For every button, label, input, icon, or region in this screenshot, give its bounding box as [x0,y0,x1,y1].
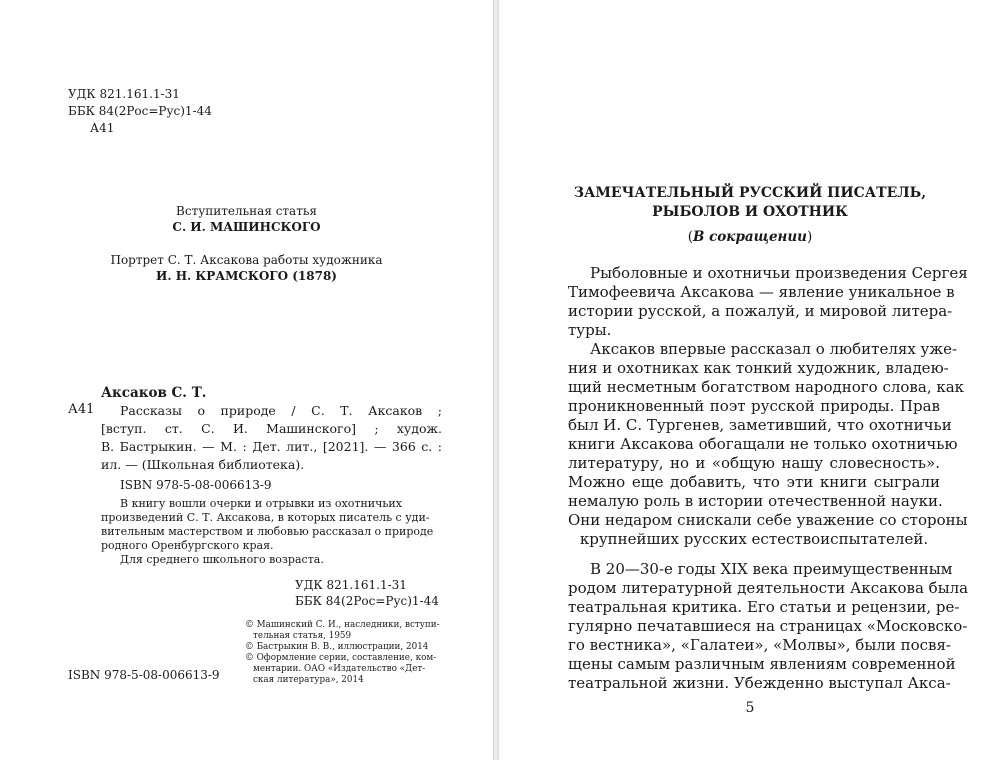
body-line: книги Аксакова обогащали не только охотничью [568,435,958,453]
chapter-title-line2: РЫБОЛОВ И ОХОТНИК [652,204,848,220]
card-line: В. Бастрыкин. — М. : Дет. лит., [2021]. — 366 с. : [101,439,442,454]
body-line: ния и охотниках как тонкий художник, владею- [568,359,949,377]
card-udk: УДК 821.161.1-31 [295,578,407,592]
body-line: крупнейших русских естествоиспытателей. [579,530,929,548]
classification-udk: УДК 821.161.1-31 [68,87,180,101]
classification-bbk: ББК 84(2Рос=Рус)1-44 [68,104,212,118]
card-line: ил. — (Школьная библиотека). [101,457,305,472]
body-line: литературу, но и «общую нашу словесность». [568,454,940,472]
body-line: Тимофеевича Аксакова — явление уникальное в [568,283,955,301]
body-line: истории русской, а пожалуй, и мировой литера- [568,302,953,320]
annotation-line: В книгу вошли очерки и отрывки из охотничьих [120,497,402,510]
card-bbk: ББК 84(2Рос=Рус)1-44 [295,594,439,608]
author-mark: А41 [90,121,115,135]
subtitle-paren-open: ( [687,229,693,245]
copyright-line: © Бастрыкин В. В., иллюстрации, 2014 [245,642,429,652]
annotation-line: родного Оренбургского края. [101,539,274,552]
body-line: театральной жизни. Убежденно выступал Акса- [568,674,951,692]
copyright-line: ментарии. ОАО «Издательство «Дет- [253,664,426,674]
body-line: был И. С. Тургенев, заметивший, что охотничьи [568,416,952,434]
portrait-artist: И. Н. КРАМСКОГО (1878) [156,269,337,283]
annotation-line: Для среднего школьного возраста. [120,553,324,566]
body-line: гулярно печатавшиеся на страницах «Московско- [568,617,968,635]
copyright-line: © Машинский С. И., наследники, вступи- [245,620,440,630]
annotation-line: вительным мастерством и любовью рассказал о природе [101,525,434,538]
card-isbn: ISBN 978-5-08-006613-9 [120,478,272,492]
card-line: Рассказы о природе / С. Т. Аксаков ; [120,403,442,418]
page-number: 5 [745,700,755,716]
body-line: Аксаков впервые рассказал о любителях уже- [590,340,958,358]
body-line: щены самым различным явлениям современной [568,655,956,673]
body-line: Они недаром снискали себе уважение со стороны [568,511,968,529]
body-line: Можно еще добавить, что эти книги сыграли [568,473,940,491]
annotation-line: произведений С. Т. Аксакова, в которых писатель с уди- [101,511,430,524]
card-line: [вступ. ст. С. И. Машинского] ; худож. [101,421,442,436]
card-author-heading: Аксаков С. Т. [101,385,207,401]
body-line: родом литературной деятельности Аксакова была [568,579,969,597]
body-line: Рыболовные и охотничьи произведения Сергея [590,264,968,282]
isbn-bottom: ISBN 978-5-08-006613-9 [68,668,220,682]
body-line: го вестника», «Галатеи», «Молвы», были посвя- [568,636,951,654]
intro-label: Вступительная статья [176,204,317,218]
body-line: театральная критика. Его статьи и рецензии, ре- [568,598,960,616]
chapter-subtitle [499,229,1001,245]
subtitle-text: В сокращении [692,229,808,245]
left-page [0,0,493,760]
right-page [499,0,1001,760]
copyright-line: ская литература», 2014 [253,675,364,685]
copyright-line: тельная статья, 1959 [253,631,352,641]
body-line: В 20—30-е годы XIX века преимущественным [590,560,953,578]
body-line: немалую роль в истории отечественной науки. [568,492,943,510]
chapter-title-line1: ЗАМЕЧАТЕЛЬНЫЙ РУССКИЙ ПИСАТЕЛЬ, [573,185,927,201]
copyright-line: © Оформление серии, составление, ком- [245,653,437,663]
body-line: проникновенный поэт русской природы. Прав [568,397,940,415]
card-mark: А41 [68,402,95,417]
intro-author: С. И. МАШИНСКОГО [172,220,321,234]
body-line: щий несметным богатством народного слова, как [568,378,965,396]
portrait-label: Портрет С. Т. Аксакова работы художника [110,253,383,267]
body-line: туры. [568,321,612,339]
subtitle-paren-close: ) [807,229,813,245]
